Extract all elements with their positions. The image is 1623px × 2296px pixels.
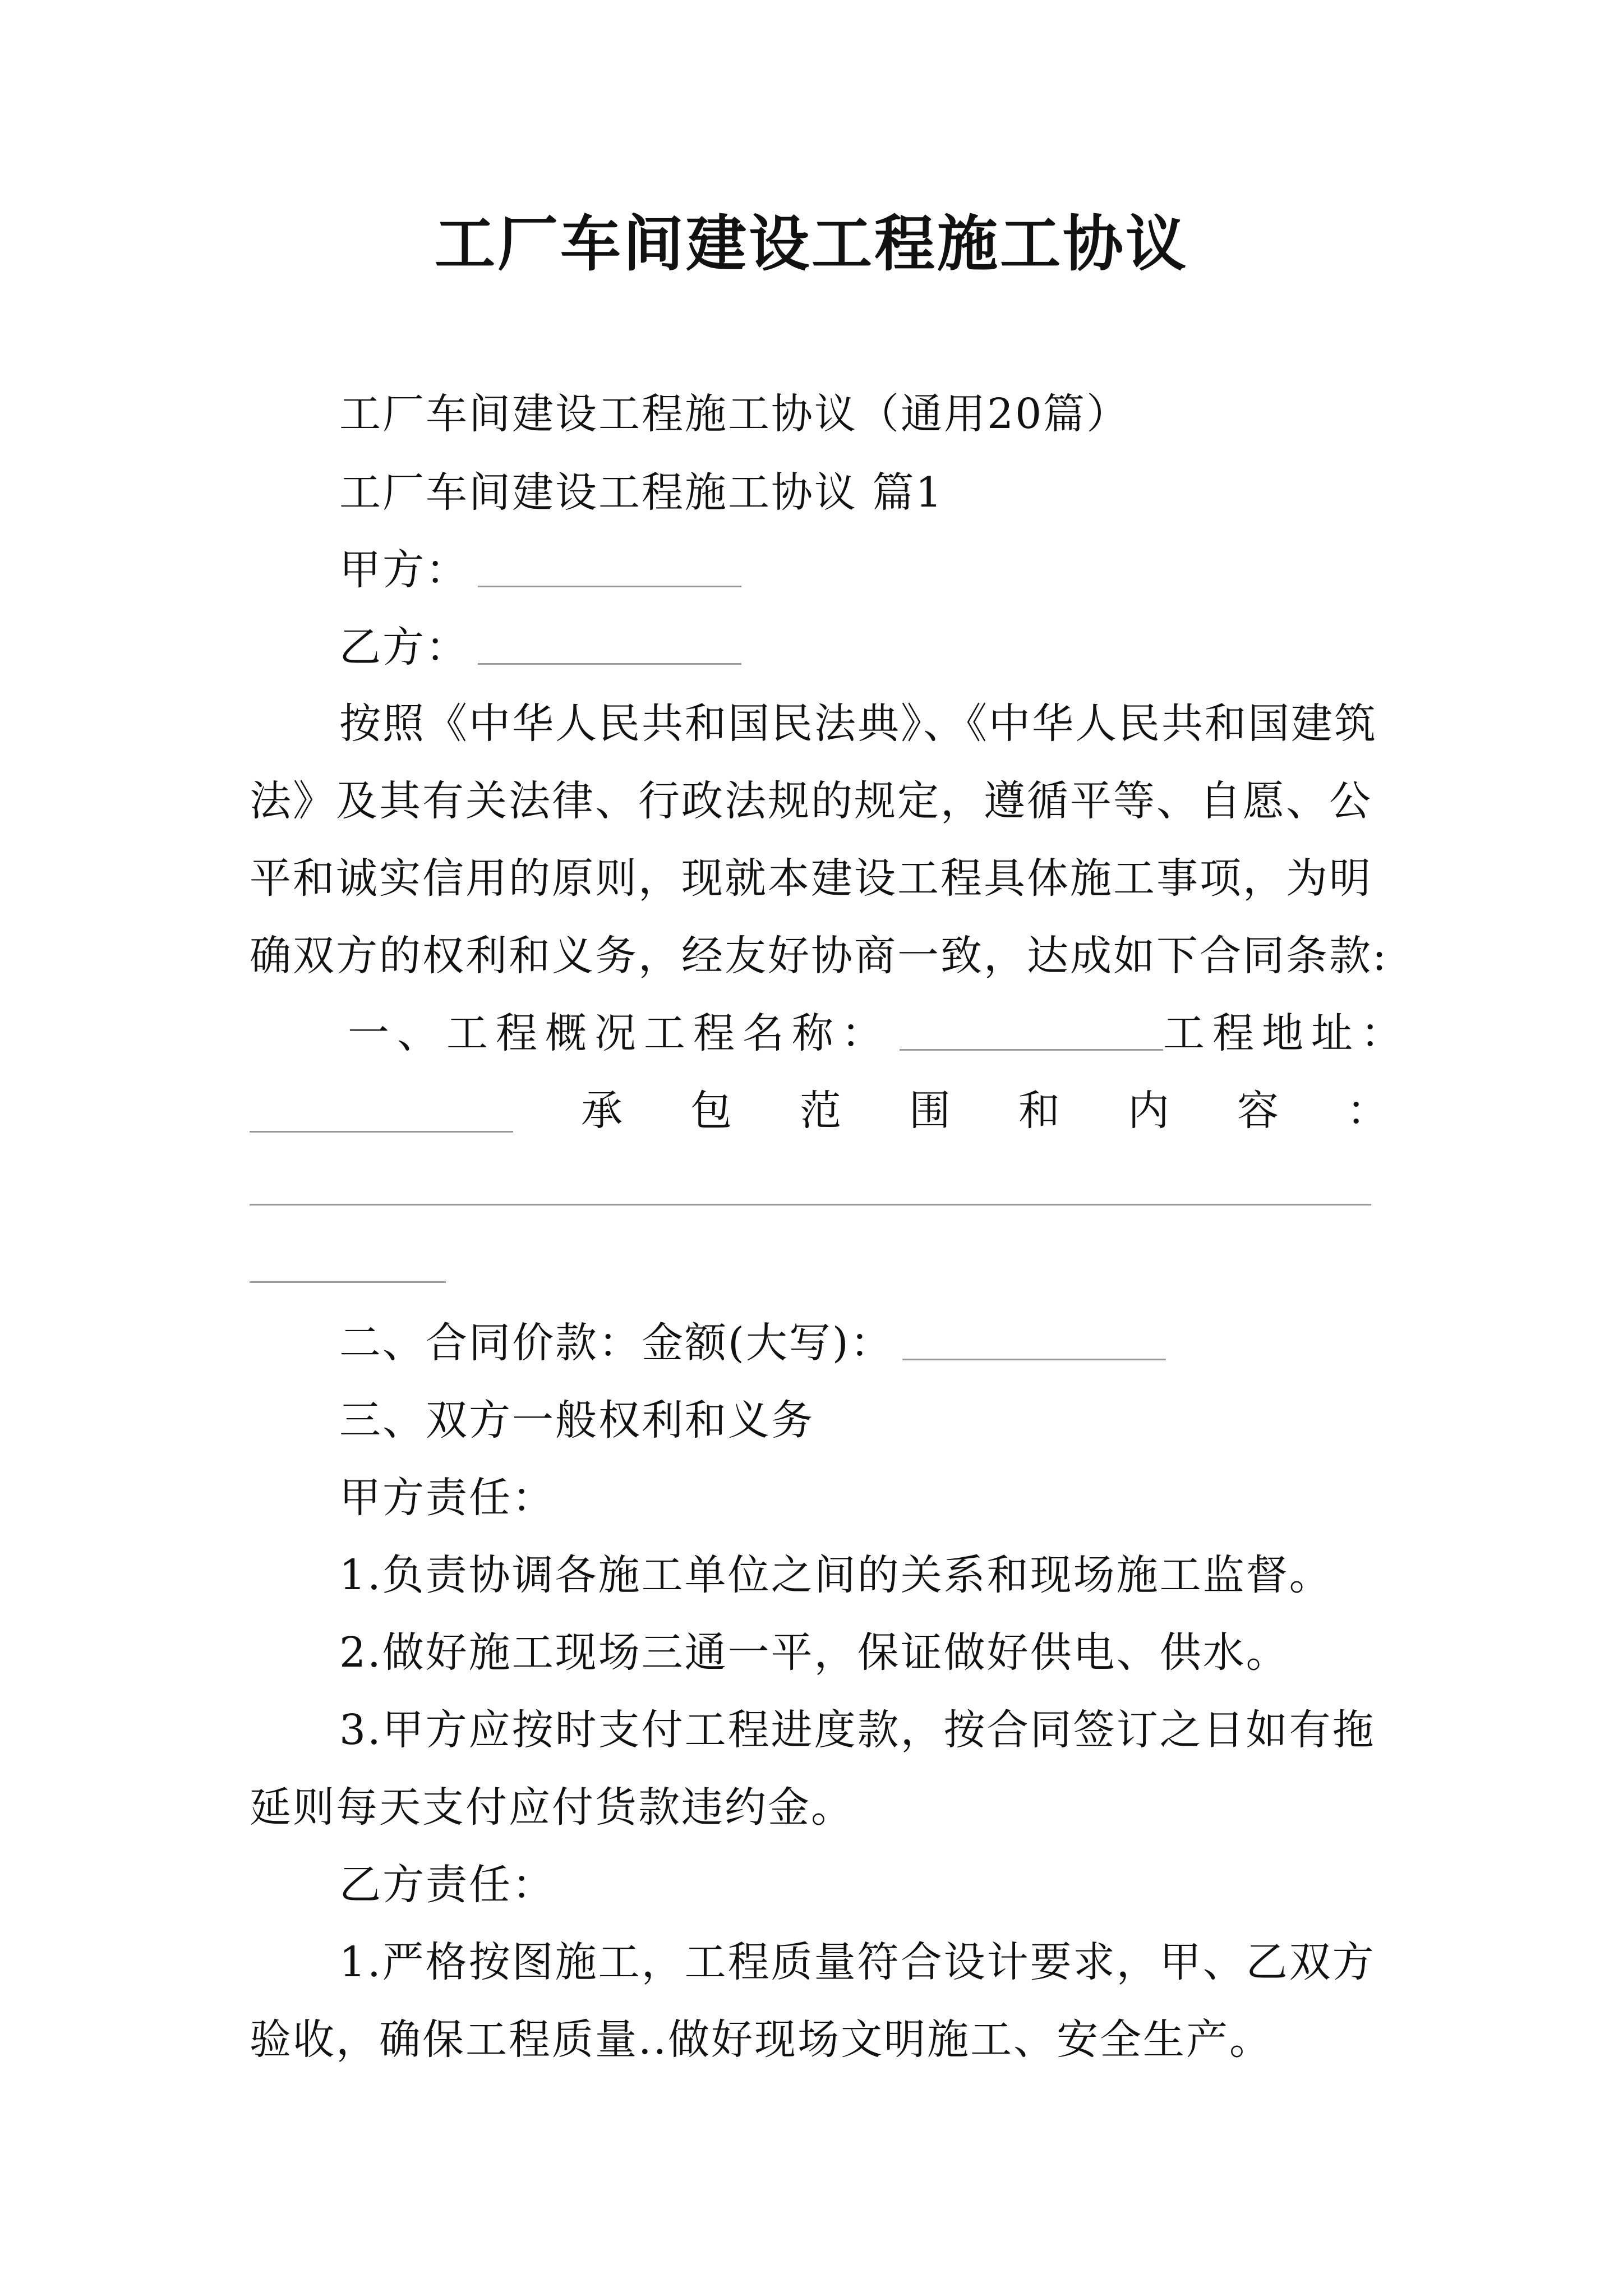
party-a-duty: 1.负责协调各施工单位之间的关系和现场施工监督。 bbox=[339, 1551, 1332, 1599]
scope-char: 包 bbox=[690, 1087, 732, 1135]
section-heading: 工厂车间建设工程施工协议 篇1 bbox=[339, 468, 944, 517]
subtitle: 工厂车间建设工程施工协议（通用20篇） bbox=[339, 390, 1130, 438]
party-b-duties-label: 乙方责任： bbox=[339, 1861, 555, 1909]
preamble-line: 按照《中华人民共和国民法典》、《中华人民共和国建筑 bbox=[339, 700, 1377, 748]
party-a-blank bbox=[478, 544, 741, 587]
contract-price-blank bbox=[902, 1317, 1166, 1360]
scope-line bbox=[250, 1083, 1388, 1139]
scope-blank-line-end bbox=[250, 1281, 446, 1283]
scope-char: 和 bbox=[1018, 1087, 1060, 1135]
scope-char: 围 bbox=[909, 1087, 951, 1135]
scope-blank-line bbox=[250, 1204, 1371, 1205]
preamble-line: 平和诚实信用的原则，现就本建设工程具体施工事项，为明 bbox=[250, 854, 1372, 903]
party-a-duty-continued: 延则每天支付应付货款违约金。 bbox=[250, 1783, 854, 1832]
party-b-duty: 1.严格按图施工，工程质量符合设计要求，甲、乙双方 bbox=[339, 1938, 1376, 1986]
party-b-line bbox=[339, 619, 1388, 675]
preamble-line: 法》及其有关法律、行政法规的规定，遵循平等、自愿、公 bbox=[250, 777, 1372, 825]
project-name-label: 一、工程概况工程名称： bbox=[348, 1009, 891, 1057]
party-a-duty: 3.甲方应按时支付工程进度款，按合同签订之日如有拖 bbox=[339, 1706, 1376, 1754]
party-a-duty: 2.做好施工现场三通一平，保证做好供电、供水。 bbox=[339, 1628, 1289, 1677]
party-b-label: 乙方： bbox=[339, 623, 469, 671]
party-b-duty-continued: 验收，确保工程质量..做好现场文明施工、安全生产。 bbox=[250, 2016, 1273, 2064]
scope-char: 范 bbox=[800, 1087, 841, 1135]
party-a-label: 甲方： bbox=[339, 546, 469, 594]
preamble-line: 确双方的权利和义务，经友好协商一致，达成如下合同条款: bbox=[250, 932, 1388, 980]
contract-price-label: 二、合同价款：金额(大写)： bbox=[339, 1319, 893, 1367]
scope-char: ： bbox=[1347, 1087, 1388, 1135]
scope-char: 承 bbox=[581, 1087, 623, 1135]
scope-char: 容 bbox=[1237, 1087, 1279, 1135]
clause-1-line bbox=[348, 1005, 1410, 1061]
party-a-line bbox=[339, 542, 1388, 598]
project-address-label: 工程地址： bbox=[1163, 1009, 1410, 1057]
scope-char: 内 bbox=[1128, 1087, 1169, 1135]
party-b-blank bbox=[478, 622, 741, 665]
party-a-duties-label: 甲方责任： bbox=[339, 1474, 555, 1522]
project-address-blank bbox=[250, 1089, 513, 1133]
clause-2-line bbox=[339, 1315, 1388, 1371]
clause-3-heading: 三、双方一般权利和义务 bbox=[339, 1396, 814, 1444]
project-name-blank bbox=[900, 1007, 1163, 1051]
document-title: 工厂车间建设工程施工协议 bbox=[434, 209, 1188, 279]
